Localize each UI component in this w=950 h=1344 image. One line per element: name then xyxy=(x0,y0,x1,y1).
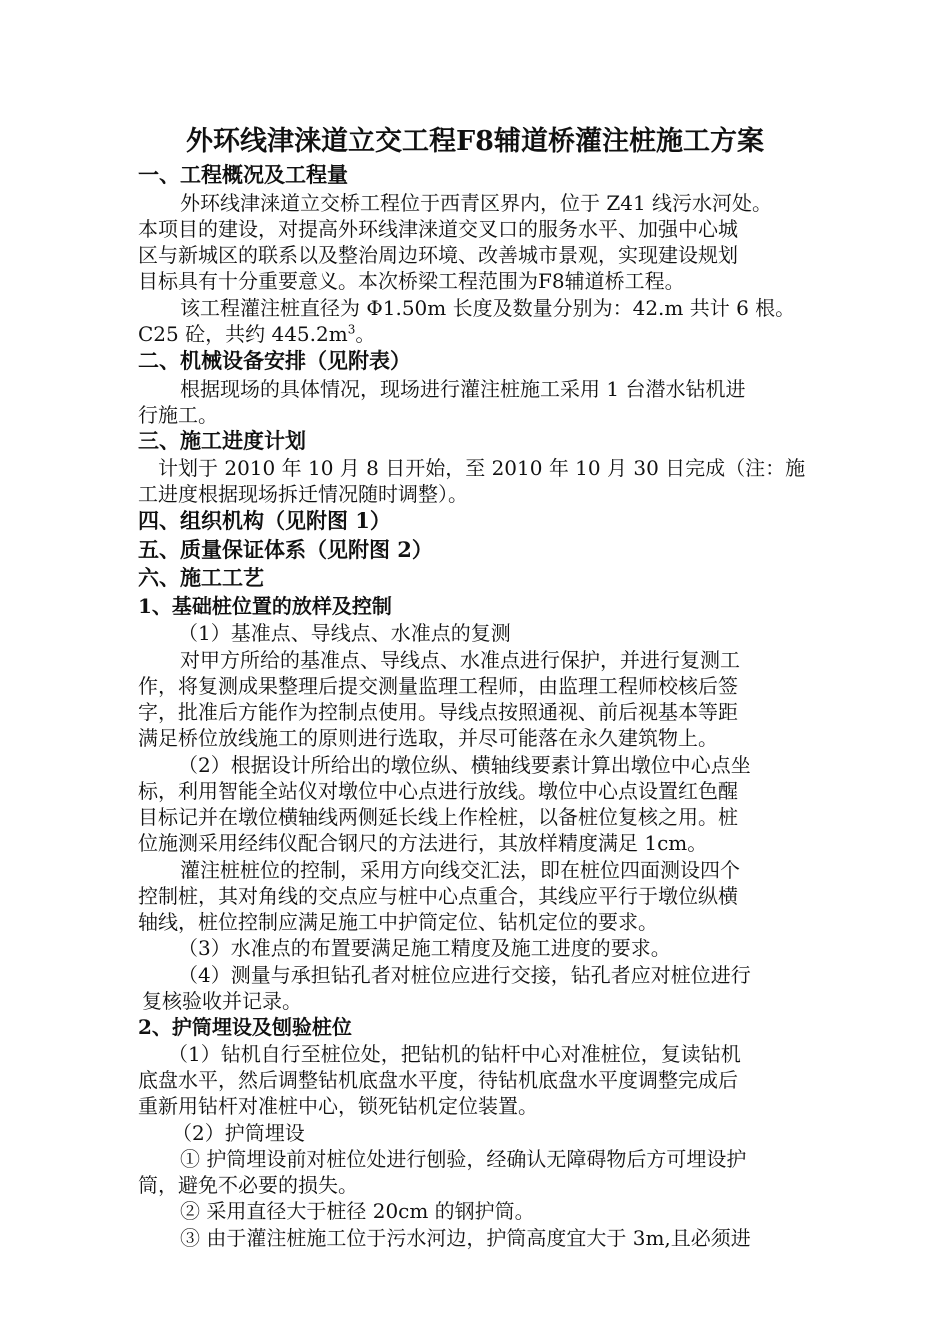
paragraph-line xyxy=(138,321,828,347)
subsection-heading-2: 2、护筒埋设及刨验桩位 xyxy=(138,1015,352,1039)
document-title: 外环线津涞道立交工程F8辅道桥灌注桩施工方案 xyxy=(186,126,764,157)
paragraph-line: 满足桥位放线施工的原则进行选取，并尽可能落在永久建筑物上。 xyxy=(138,726,718,750)
paragraph-line: ① 护筒埋设前对桩位处进行刨验，经确认无障碍物后方可埋设护 xyxy=(180,1147,747,1171)
paragraph-line: 轴线，桩位控制应满足施工中护筒定位、钻机定位的要求。 xyxy=(138,910,658,934)
paragraph-line: 计划于 2010 年 10 月 8 日开始，至 2010 年 10 月 30 日完成（注：施 xyxy=(158,456,806,480)
paragraph-line: 目标具有十分重要意义。本次桥梁工程范围为F8辅道桥工程。 xyxy=(138,269,685,293)
paragraph-line: （3）水准点的布置要满足施工精度及施工进度的要求。 xyxy=(178,936,671,960)
paragraph-line: 灌注桩桩位的控制，采用方向线交汇法，即在桩位四面测设四个 xyxy=(180,858,740,882)
paragraph-line: 筒，避免不必要的损失。 xyxy=(138,1173,358,1197)
full-stop: 。 xyxy=(355,322,376,346)
paragraph-line: 复核验收并记录。 xyxy=(142,989,302,1013)
section-heading-2: 二、机械设备安排（见附表） xyxy=(138,348,411,373)
paragraph-line: 位施测采用经纬仪配合钢尺的方法进行，其放样精度满足 1cm。 xyxy=(138,831,708,855)
paragraph-line: 重新用钻杆对准桩中心，锁死钻机定位装置。 xyxy=(138,1094,538,1118)
paragraph-line: 目标记并在墩位横轴线两侧延长线上作栓桩，以备桩位复核之用。桩 xyxy=(138,805,738,829)
paragraph-line: 字，批准后方能作为控制点使用。导线点按照通视、前后视基本等距 xyxy=(138,700,738,724)
paragraph-line: 行施工。 xyxy=(138,403,218,427)
paragraph-line: 该工程灌注桩直径为 Φ1.50m 长度及数量分别为：42.m 共计 6 根。 xyxy=(180,296,796,320)
paragraph-line: 标，利用智能全站仪对墩位中心点进行放线。墩位中心点设置红色醒 xyxy=(138,779,738,803)
section-heading-5: 五、质量保证体系（见附图 2） xyxy=(138,537,433,562)
paragraph-line: 控制桩，其对角线的交点应与桩中心点重合，其线应平行于墩位纵横 xyxy=(138,884,738,908)
section-heading-6: 六、施工工艺 xyxy=(138,565,264,590)
paragraph-line: 对甲方所给的基准点、导线点、水准点进行保护，并进行复测工 xyxy=(180,648,740,672)
paragraph-line: （1）基准点、导线点、水准点的复测 xyxy=(178,621,511,645)
paragraph-line: （2）根据设计所给出的墩位纵、横轴线要素计算出墩位中心点坐 xyxy=(178,753,751,777)
paragraph-line: ③ 由于灌注桩施工位于污水河边，护筒高度宜大于 3m,且必须进 xyxy=(180,1226,751,1250)
paragraph-line: 底盘水平，然后调整钻机底盘水平度，待钻机底盘水平度调整完成后 xyxy=(138,1068,738,1092)
paragraph-line: 本项目的建设，对提高外环线津涞道交叉口的服务水平、加强中心城 xyxy=(138,217,738,241)
paragraph-line: 根据现场的具体情况，现场进行灌注桩施工采用 1 台潜水钻机进 xyxy=(180,377,746,401)
paragraph-line: ② 采用直径大于桩径 20cm 的钢护筒。 xyxy=(180,1199,535,1223)
paragraph-line: 作，将复测成果整理后提交测量监理工程师，由监理工程师校核后签 xyxy=(138,674,738,698)
paragraph-line: （4）测量与承担钻孔者对桩位应进行交接，钻孔者应对桩位进行 xyxy=(178,963,751,987)
superscript-3: 3 xyxy=(347,322,356,337)
section-heading-1: 一、工程概况及工程量 xyxy=(138,162,348,187)
paragraph-line: （2）护筒埋设 xyxy=(172,1121,305,1145)
paragraph-line: 外环线津涞道立交桥工程位于西青区界内，位于 Z41 线污水河处。 xyxy=(180,191,773,215)
volume-text: C25 砼，共约 445.2m xyxy=(138,322,348,346)
paragraph-line: 工进度根据现场拆迁情况随时调整）。 xyxy=(138,482,468,506)
paragraph-line: 区与新城区的联系以及整治周边环境、改善城市景观，实现建设规划 xyxy=(138,243,738,267)
paragraph-line: （1）钻机自行至桩位处，把钻机的钻杆中心对准桩位，复读钻机 xyxy=(168,1042,741,1066)
subsection-heading-1: 1、基础桩位置的放样及控制 xyxy=(138,594,392,618)
section-heading-4: 四、组织机构（见附图 1） xyxy=(138,508,391,533)
section-heading-3: 三、施工进度计划 xyxy=(138,428,306,453)
